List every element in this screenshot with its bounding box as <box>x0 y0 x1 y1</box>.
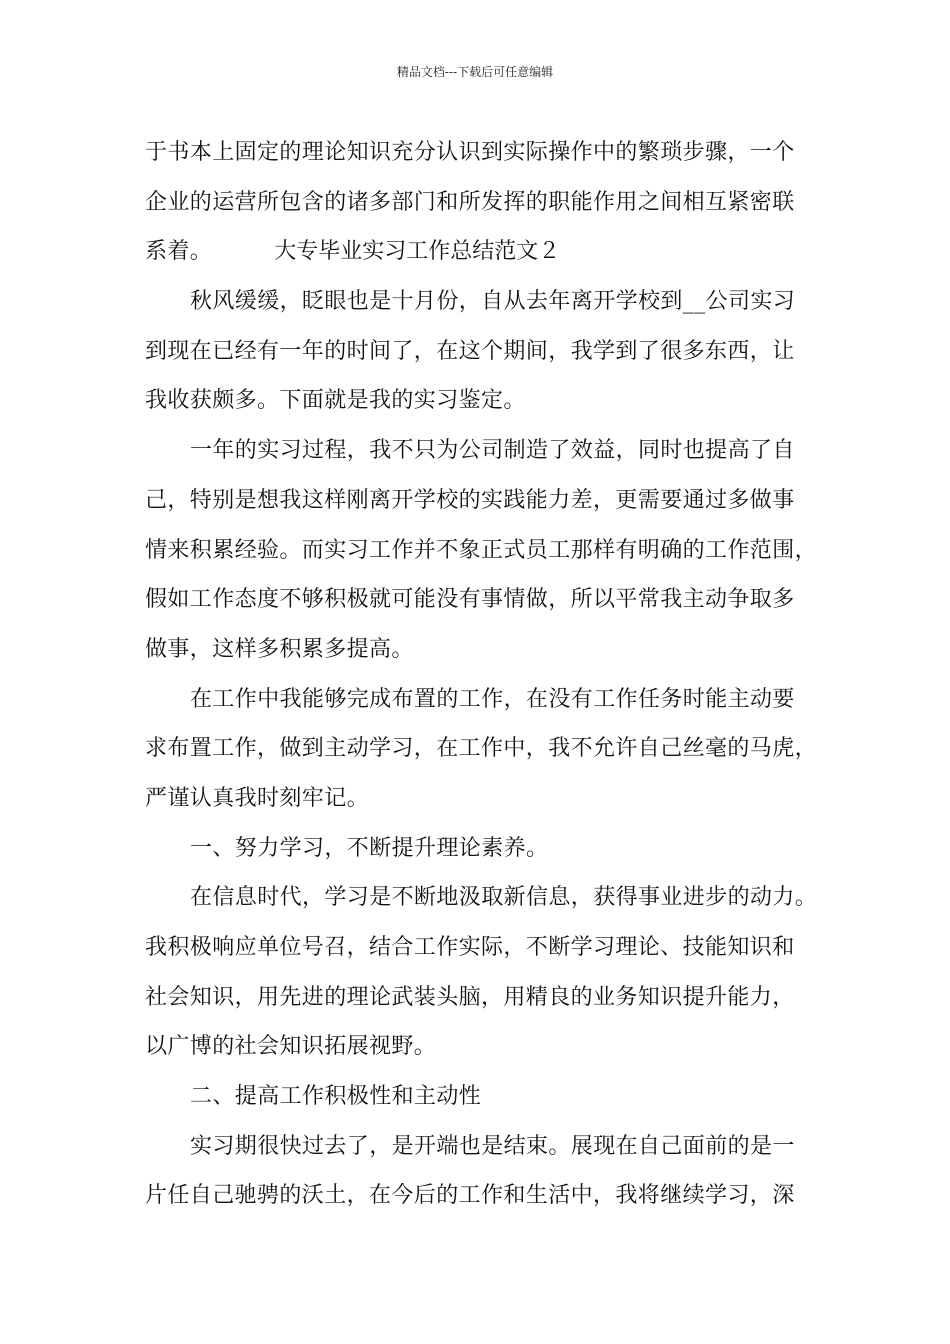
paragraph-first-line: 一年的实习过程，我不只为公司制造了效益，同时也提高了自 <box>190 438 795 464</box>
paragraph-first-line: 在信息时代，学习是不断地汲取新信息，获得事业进步的动力。 <box>190 885 818 911</box>
text-line: 做事，这样多积累多提高。 <box>145 636 414 662</box>
text-line <box>145 227 825 277</box>
text-line: 严谨认真我时刻牢记。 <box>145 785 370 811</box>
text-line: 到现在已经有一年的时间了，在这个期间，我学到了很多东西，让 <box>145 338 795 364</box>
text-line: 我积极响应单位号召，结合工作实际，不断学习理论、技能知识和 <box>145 935 795 960</box>
heading-line: 一、努力学习，不断提升理论素养。 <box>190 835 549 861</box>
paragraph-first-line: 实习期很快过去了，是开端也是结束。展现在自己面前的是一 <box>190 1133 795 1159</box>
text-line: 情来积累经验。而实习工作并不象正式员工那样有明确的工作范围， <box>145 537 818 563</box>
paragraph-first-line: 秋风缓缓，眨眼也是十月份，自从去年离开学校到__公司实习 <box>190 289 796 315</box>
section-title: 大专毕业实习工作总结范文２ <box>274 239 561 265</box>
text-line: 我收获颇多。下面就是我的实习鉴定。 <box>145 388 526 414</box>
text-line: 企业的运营所包含的诸多部门和所发挥的职能作用之间相互紧密联 <box>145 189 795 215</box>
text-line: 社会知识，用先进的理论武装头脑，用精良的业务知识提升能力， <box>145 984 795 1010</box>
text-line: 以广博的社会知识拓展视野。 <box>145 1034 437 1060</box>
text-line: 求布置工作，做到主动学习，在工作中，我不允许自己丝毫的马虎， <box>145 736 818 762</box>
paragraph-first-line: 在工作中我能够完成布置的工作，在没有工作任务时能主动要 <box>190 686 795 712</box>
text-line: 己，特别是想我这样刚离开学校的实践能力差，更需要通过多做事 <box>145 487 795 513</box>
document-body <box>145 128 825 1221</box>
heading-line: 二、提高工作积极性和主动性 <box>190 1084 482 1110</box>
text-line: 于书本上固定的理论知识充分认识到实际操作中的繁琐步骤，一个 <box>145 140 795 165</box>
text-line: 片任自己驰骋的沃土，在今后的工作和生活中，我将继续学习，深 <box>145 1183 795 1209</box>
text-line-content: 系着。 <box>145 239 213 265</box>
page-header: 精品文档---下载后可任意编辑 <box>396 65 554 79</box>
text-line: 假如工作态度不够积极就可能没有事情做，所以平常我主动争取多 <box>145 587 795 613</box>
